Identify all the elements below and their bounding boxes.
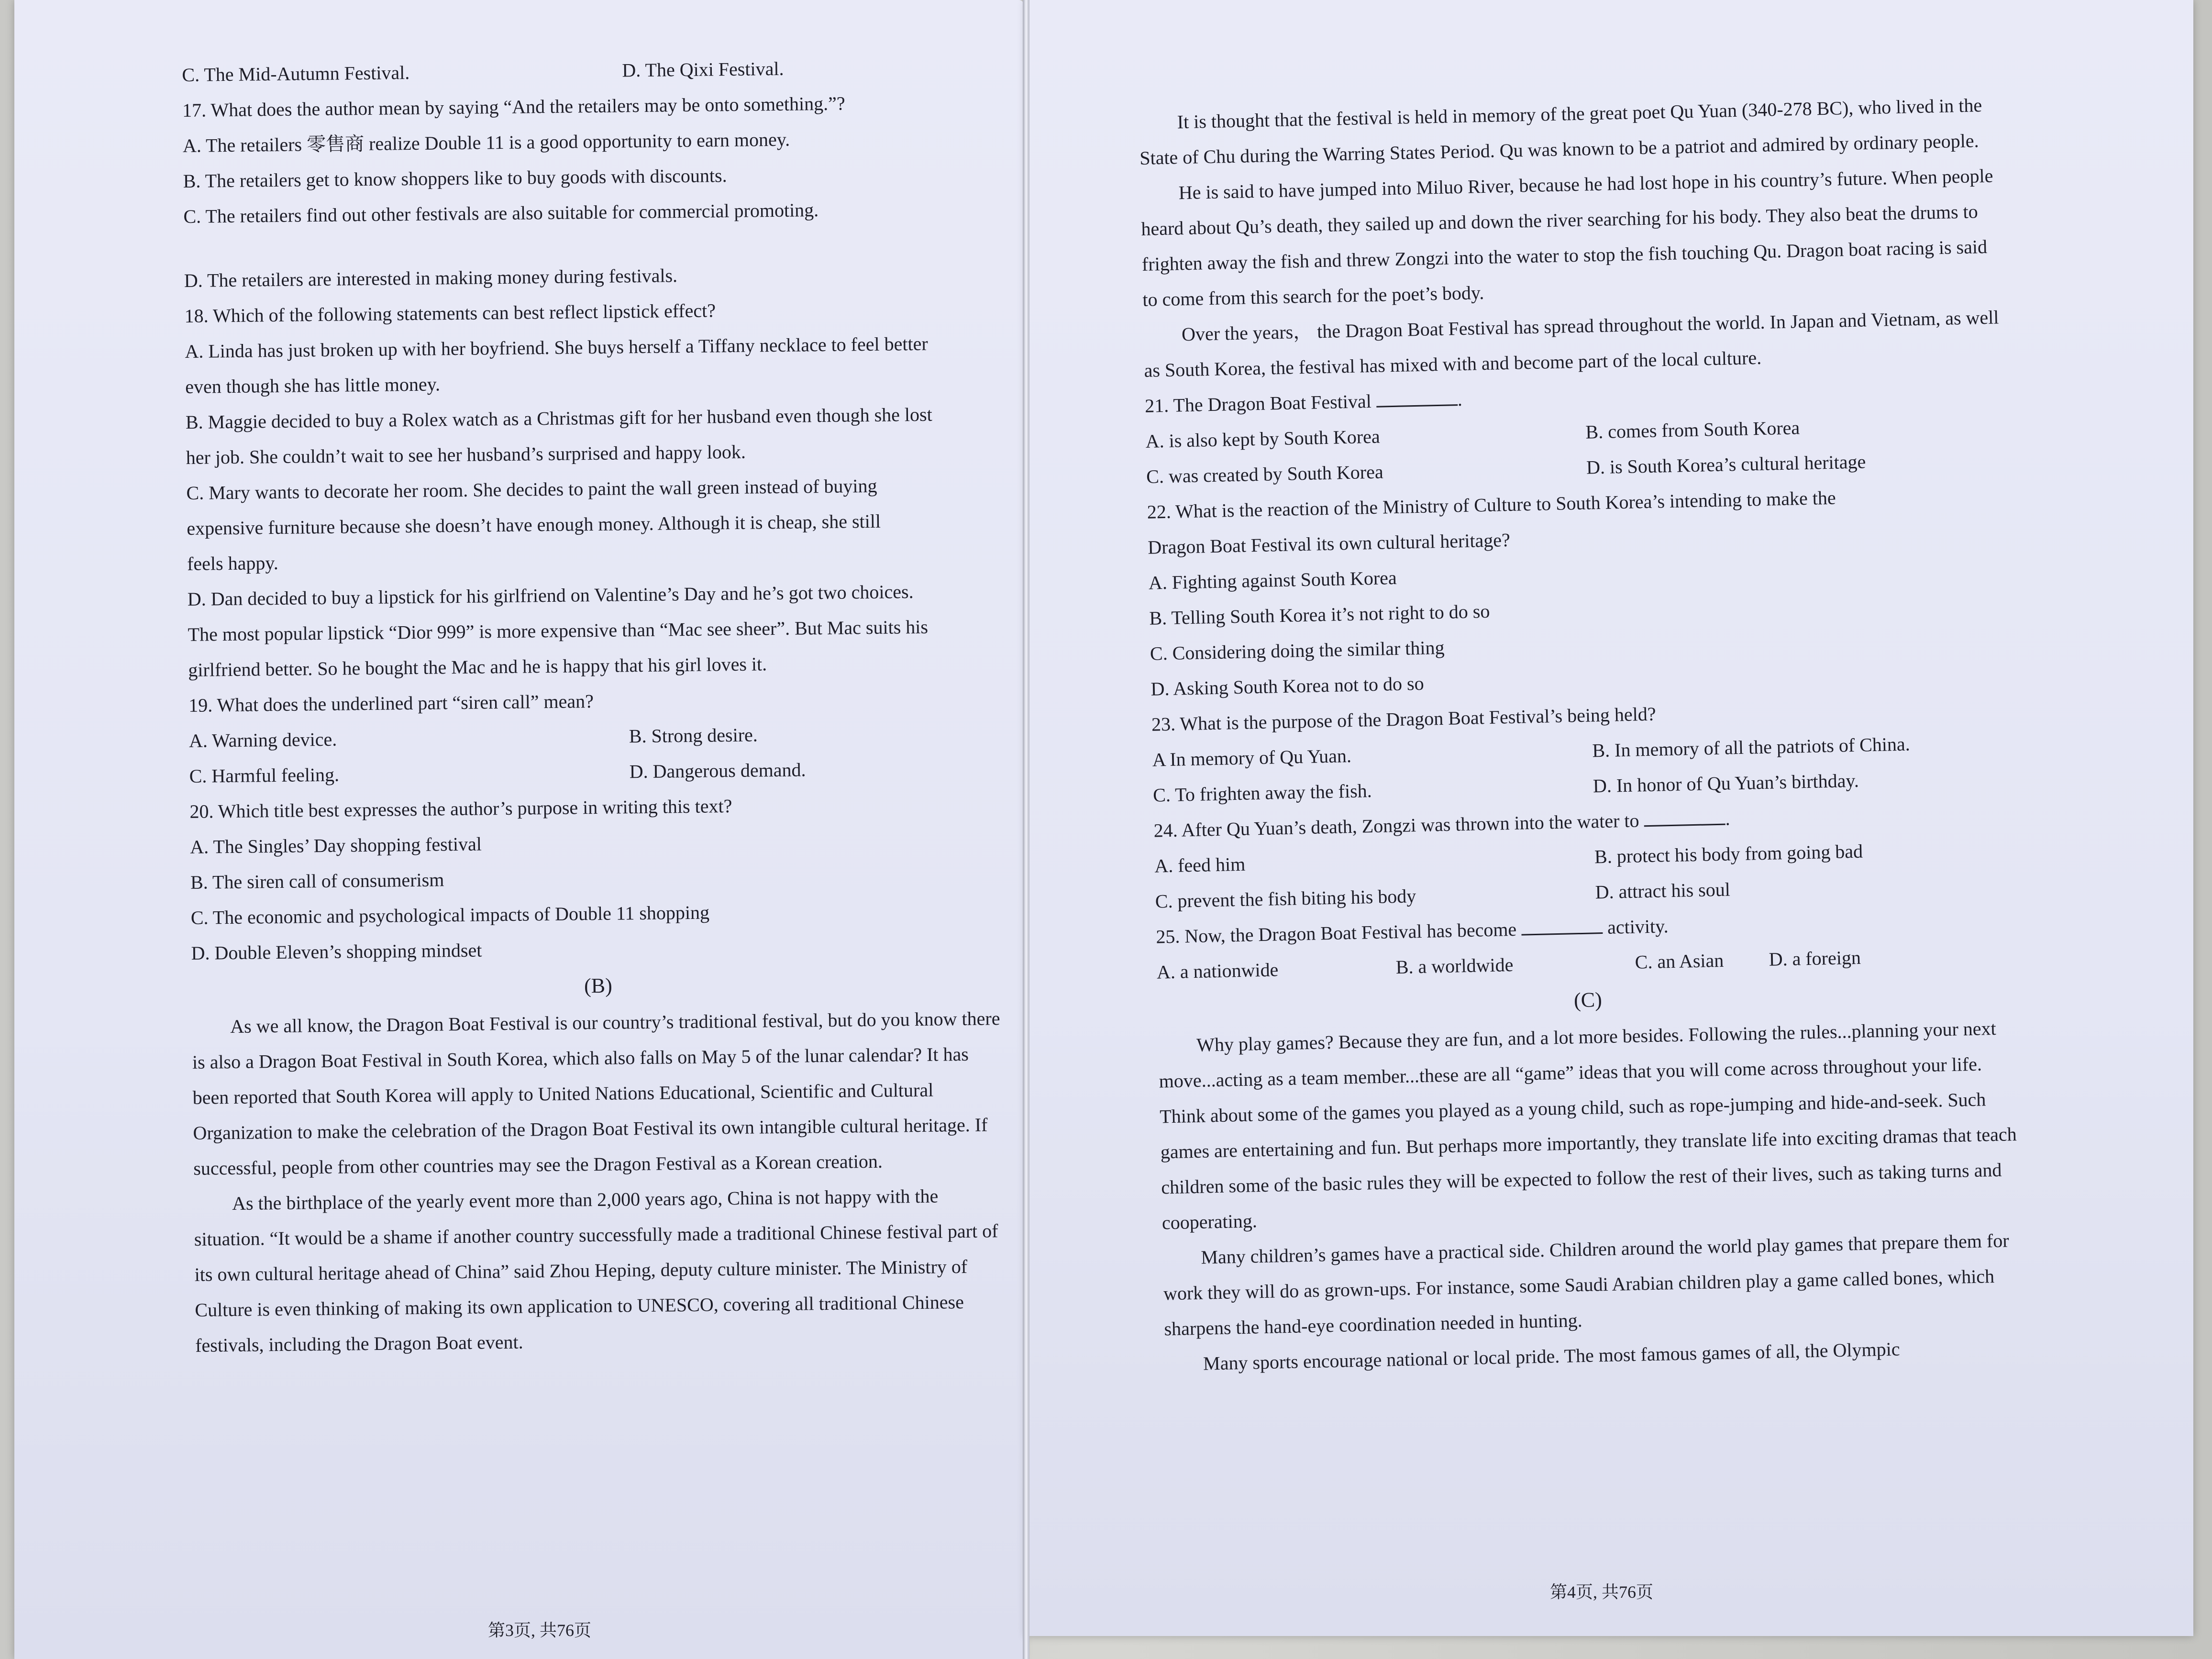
- q22-option-b: B. Telling South Korea it’s not right to do so: [1149, 600, 1490, 629]
- right-page-text: [1139, 87, 2026, 1382]
- right-page-number: 第4页, 共76页: [1550, 1582, 1654, 1602]
- q22-question-line2: Dragon Boat Festival its own cultural heritage?: [1147, 529, 1511, 558]
- q23-option-b: B. In memory of all the patriots of China.: [1592, 733, 1911, 762]
- q23-option-d: D. In honor of Qu Yuan’s birthday.: [1593, 769, 1859, 797]
- q18-question: 18. Which of the following statements can best reflect lipstick effect?: [184, 299, 716, 327]
- q19-option-a: A. Warning device.: [188, 728, 337, 752]
- q17-option-c: C. The retailers find out other festivals are also suitable for commercial promoting.: [183, 199, 819, 227]
- q24-option-d: D. attract his soul: [1595, 878, 1731, 903]
- q16-option-c: C. The Mid-Autumn Festival.: [182, 62, 410, 86]
- q20-option-c: C. The economic and psychological impacts of Double 11 shopping: [190, 901, 710, 929]
- passage-b-cont-paragraph-3: Over the years， the Dragon Boat Festival has spread throughout the world. In Japan and Vietnam, as well as South Korea, the festival has mixed with and become part of the local culture.: [1144, 306, 1999, 381]
- passage-c-paragraph-3: Many sports encourage national or local pride. The most famous games of all, the Olympic: [1203, 1338, 1900, 1374]
- q20-option-b: B. The siren call of consumerism: [190, 869, 444, 893]
- q18-option-b-line1: B. Maggie decided to buy a Rolex watch as a Christmas gift for her husband even though she lost: [185, 403, 932, 433]
- q25-answer-blank: [1521, 916, 1603, 936]
- section-b-heading: (B): [584, 973, 612, 998]
- q21-option-a: A. is also kept by South Korea: [1145, 425, 1381, 452]
- q21-option-c: C. was created by South Korea: [1146, 461, 1384, 487]
- passage-b-cont-paragraph-1: It is thought that the festival is held in memory of the great poet Qu Yuan (340-278 BC), who lived in the State of Chu during the Warring States Period. Qu was known to be a patriot and admired by ordinary people.: [1139, 94, 1982, 169]
- q18-option-d-line2: The most popular lipstick “Dior 999” is more expensive than “Mac see sheer”. But Mac suits his: [188, 616, 929, 645]
- q18-option-a-line2: even though she has little money.: [185, 373, 441, 398]
- q24-option-b: B. protect his body from going bad: [1594, 840, 1863, 868]
- q21-question-text: 21. The Dragon Boat Festival: [1144, 390, 1372, 417]
- q19-option-d: D. Dangerous demand.: [629, 759, 806, 783]
- q18-option-a-line1: A. Linda has just broken up with her boyfriend. She buys herself a Tiffany necklace to feel better: [185, 332, 928, 362]
- q25-option-a: A. a nationwide: [1156, 959, 1279, 983]
- passage-b-paragraph-2: As the birthplace of the yearly event more than 2,000 years ago, China is not happy with the situation. “It would be a shame if another country successfully made a traditional Chinese festival part of its own cultural heritage ahead of China” said Zhou Heping, deputy culture minister. The Ministry of Culture is even thinking of making its own application to UNESCO, covering all traditional Chinese festivals, including the Dragon Boat event.: [194, 1185, 998, 1356]
- q20-option-a: A. The Singles’ Day shopping festival: [190, 833, 482, 858]
- q18-option-d-line3: girlfriend better. So he bought the Mac and he is happy that his girl loves it.: [188, 653, 767, 681]
- q25-question-end: activity.: [1607, 915, 1669, 938]
- q24-question-text: 24. After Qu Yuan’s death, Zongzi was thrown into the water to: [1153, 809, 1639, 841]
- passage-c-paragraph-2: Many children’s games have a practical side. Children around the world play games that prepare them for work they will do as grown-ups. For instance, some Saudi Arabian children play a game called bones, which sharpens the hand-eye coordination needed in hunting.: [1163, 1229, 2009, 1340]
- passage-c-paragraph-1: Why play games? Because they are fun, and a lot more besides. Following the rules...planning your next move...acting as a team member...these are all “game” ideas that you will come across throughout your life. Think about some of the games you played as a young child, such as rope-jumping and hide-and-seek. Such games are entertaining and fun. But perhaps more importantly, they translate life into exciting dramas that teach children some of the basic rules they will be expected to follow the rest of their lives, such as taking turns and cooperating.: [1159, 1017, 2017, 1234]
- q21-option-b: B. comes from South Korea: [1585, 417, 1800, 443]
- passage-b-cont-paragraph-2: He is said to have jumped into Miluo River, because he had lost hope in his country’s future. When people heard about Qu’s death, they sailed up and down the river searching for his body. They also beat the drums to frighten away the fish and threw Zongzi into the water to stop the fish touching Qu. Dragon boat racing is said to come from this search for the poet’s body.: [1140, 165, 1993, 310]
- q22-option-a: A. Fighting against South Korea: [1148, 566, 1397, 594]
- q24-question-end: .: [1725, 807, 1730, 830]
- q23-option-c: C. To frighten away the fish.: [1152, 780, 1372, 806]
- q17-option-b: B. The retailers get to know shoppers like to buy goods with discounts.: [183, 165, 727, 192]
- q24-option-a: A. feed him: [1154, 853, 1246, 877]
- left-page-number: 第3页, 共76页: [488, 1621, 592, 1640]
- q25-option-c: C. an Asian: [1635, 949, 1724, 973]
- book-spine: [1023, 0, 1029, 1659]
- q22-question-line1: 22. What is the reaction of the Ministry of Culture to South Korea’s intending to make the: [1147, 487, 1836, 523]
- q16-option-d: D. The Qixi Festival.: [622, 57, 784, 81]
- q17-option-a: A. The retailers 零售商 realize Double 11 is a good opportunity to earn money.: [182, 128, 790, 156]
- q22-option-c: C. Considering doing the similar thing: [1150, 636, 1445, 664]
- q17-question: 17. What does the author mean by saying “And the retailers may be onto something.”?: [182, 92, 845, 121]
- q25-option-d: D. a foreign: [1769, 946, 1861, 970]
- left-page-text: [182, 49, 1008, 1363]
- q19-option-b: B. Strong desire.: [629, 724, 758, 747]
- q22-option-d: D. Asking South Korea not to do so: [1150, 672, 1425, 700]
- q19-question: 19. What does the underlined part “siren call” mean?: [188, 690, 594, 716]
- q18-option-c-line2: expensive furniture because she doesn’t have enough money. Although it is cheap, she still: [187, 510, 881, 539]
- q20-option-d: D. Double Eleven’s shopping mindset: [191, 939, 482, 964]
- q21-option-d: D. is South Korea’s cultural heritage: [1586, 451, 1866, 478]
- q21-answer-blank: [1376, 388, 1458, 408]
- q25-option-b: B. a worldwide: [1395, 953, 1514, 978]
- q19-option-c: C. Harmful feeling.: [189, 763, 340, 787]
- q24-option-c: C. prevent the fish biting his body: [1155, 885, 1416, 912]
- q21-question-end: .: [1457, 388, 1463, 410]
- q25-question-text: 25. Now, the Dragon Boat Festival has become: [1155, 918, 1517, 948]
- q24-answer-blank: [1644, 807, 1725, 827]
- q20-question: 20. Which title best expresses the author’s purpose in writing this text?: [189, 795, 732, 822]
- q17-option-d: D. The retailers are interested in making money during festivals.: [184, 265, 678, 291]
- q18-option-b-line2: her job. She couldn’t wait to see her husband’s surprised and happy look.: [186, 441, 746, 468]
- q18-option-d-line1: D. Dan decided to buy a lipstick for his girlfriend on Valentine’s Day and he’s got two choices.: [187, 581, 914, 610]
- q23-question: 23. What is the purpose of the Dragon Boat Festival’s being held?: [1151, 703, 1656, 735]
- passage-b-paragraph-1: As we all know, the Dragon Boat Festival is our country’s traditional festival, but do you know there is also a Dragon Boat Festival in South Korea, which also falls on May 5 of the lunar calendar? It has been reported that South Korea will apply to United Nations Educational, Scientific and Cultural Organization to make the celebration of the Dragon Boat Festival its own intangible cultural heritage. If successful, people from other countries may see the Dragon Festival as a Korean creation.: [192, 1007, 1000, 1179]
- q18-option-c-line3: feels happy.: [187, 552, 278, 575]
- q23-option-a: A In memory of Qu Yuan.: [1152, 744, 1352, 771]
- q18-option-c-line1: C. Mary wants to decorate her room. She decides to paint the wall green instead of buying: [186, 475, 877, 504]
- section-c-heading: (C): [1573, 988, 1603, 1012]
